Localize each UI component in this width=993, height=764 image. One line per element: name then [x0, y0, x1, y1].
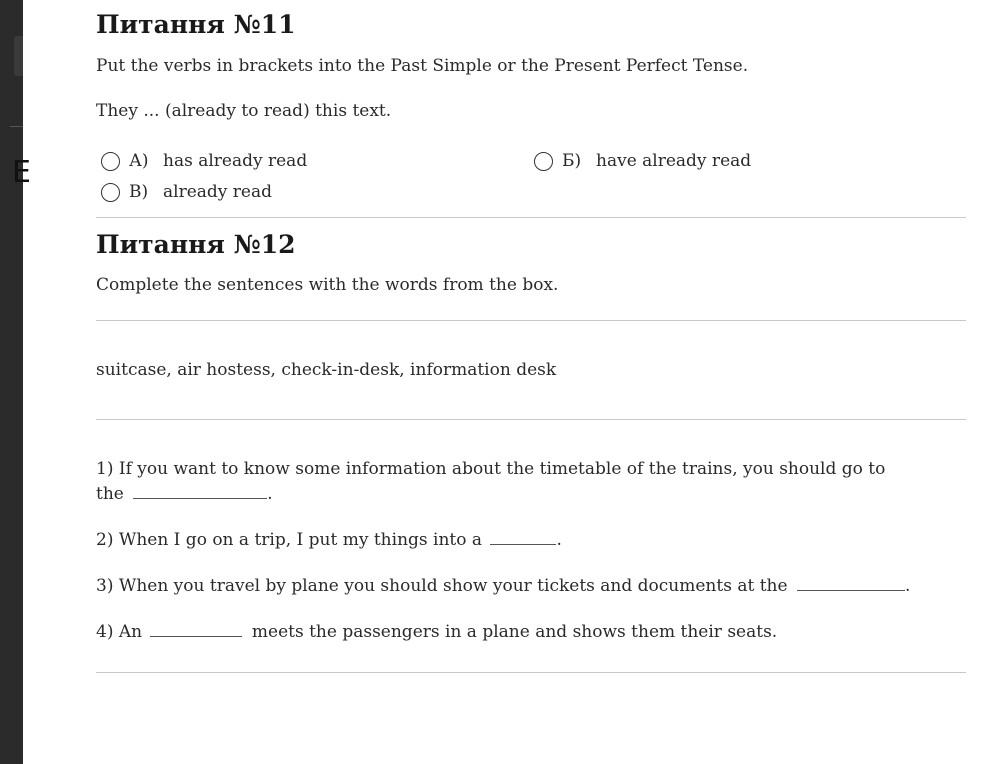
blank-4[interactable] — [150, 622, 242, 637]
question-12-instruction: Complete the sentences with the words from the box. — [96, 275, 559, 295]
sentence-3 — [96, 576, 910, 596]
divider-bottom — [96, 672, 966, 673]
strip-divider — [10, 126, 23, 127]
blank-1[interactable] — [133, 484, 267, 499]
option-letter: Б) — [562, 151, 582, 171]
question-11-instruction: Put the verbs in brackets into the Past Simple or the Present Perfect Tense. — [96, 56, 749, 76]
strip-letter: E — [12, 155, 31, 190]
word-box: suitcase, air hostess, check-in-desk, information desk — [96, 360, 557, 380]
question-11-prompt: They ... (already to read) this text. — [96, 101, 392, 121]
sentence-4-text-start: 4) An — [96, 622, 143, 642]
question-11-title: Питання №11 — [96, 10, 296, 39]
option-label: have already read — [596, 151, 752, 171]
sentence-2-text: 2) When I go on a trip, I put my things into a — [96, 530, 483, 550]
option-letter: А) — [129, 151, 149, 171]
radio-button[interactable] — [101, 183, 120, 202]
option-label: already read — [163, 182, 272, 202]
radio-button[interactable] — [101, 152, 120, 171]
question-12-title: Питання №12 — [96, 230, 296, 259]
option-b[interactable] — [534, 151, 751, 171]
sentence-2 — [96, 530, 562, 550]
sentence-1-text-end: the — [96, 484, 124, 504]
sentence-1-line-1 — [96, 459, 885, 479]
sentence-3-period: . — [904, 576, 911, 596]
option-letter: В) — [129, 182, 149, 202]
word-box-bottom-border — [96, 419, 966, 420]
sentence-1-period: . — [267, 484, 273, 504]
strip-tab — [14, 36, 23, 76]
sentence-1-text: 1) If you want to know some information about the timetable of the trains, you should go to — [96, 459, 886, 479]
sentence-1-line-2 — [96, 484, 273, 504]
word-box-top-border — [96, 320, 966, 321]
sentence-4 — [96, 622, 777, 642]
left-dark-strip — [0, 0, 31, 764]
divider — [96, 217, 966, 218]
sentence-4-text-end: meets the passengers in a plane and shows them their seats. — [251, 622, 778, 642]
blank-2[interactable] — [490, 530, 556, 545]
radio-button[interactable] — [534, 152, 553, 171]
sentence-3-text: 3) When you travel by plane you should show your tickets and documents at the — [96, 576, 788, 596]
blank-3[interactable] — [797, 576, 905, 591]
option-a[interactable] — [101, 151, 307, 171]
sentence-2-period: . — [556, 530, 562, 550]
option-label: has already read — [163, 151, 308, 171]
option-v[interactable] — [101, 182, 272, 202]
